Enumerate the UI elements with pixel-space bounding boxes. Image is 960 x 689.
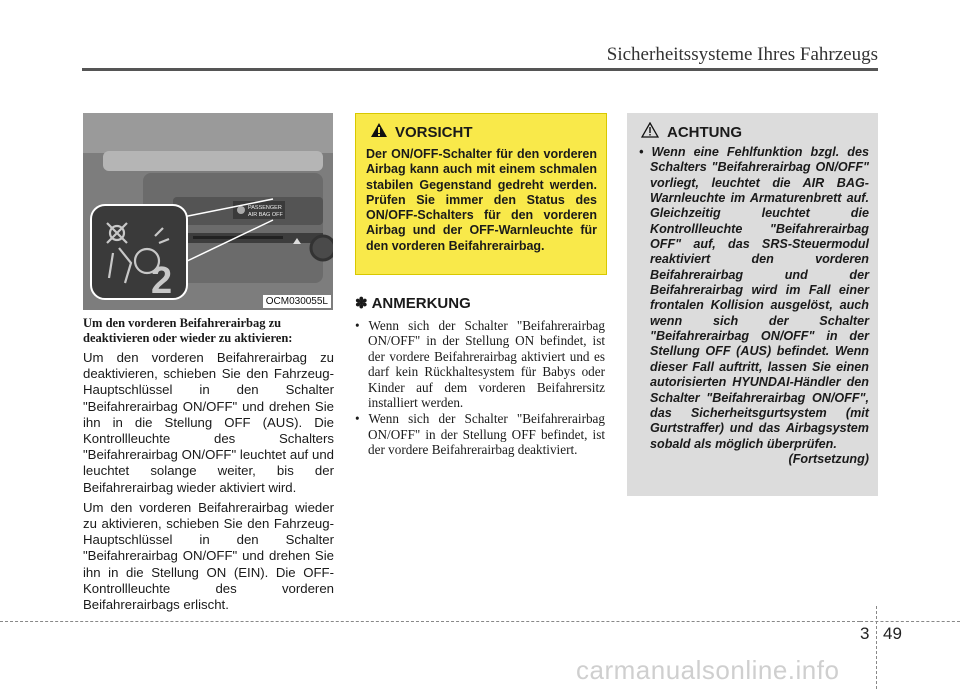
note-item: • Wenn sich der Schalter "Beifahrerairbag ON/OFF" in der Stellung OFF befindet, ist der vordere Beifahrerairbag deaktiviert.	[355, 411, 605, 458]
warning-box	[627, 113, 878, 496]
note-list	[355, 318, 605, 458]
footer-rule-right	[860, 621, 960, 622]
watermark: carmanualsonline.info	[576, 655, 840, 685]
caution-body: Der ON/OFF-Schalter für den vorderen Airbag kann auch mit einem schmalen stabilen Gegenstand gedreht werden. Prüfen Sie immer den Status des ON/OFF-Schalters für den vorderen Airbag und der OFF-Warnleuchte für den vorderen Beifahrerairbag.	[366, 147, 597, 253]
warning-title: ACHTUNG	[667, 124, 742, 141]
photo-label-passenger: PASSENGER	[248, 205, 282, 211]
paragraph-reactivate: Um den vorderen Beifahrerairbag wieder zu aktivieren, schieben Sie den Fahrzeug-Hauptschlüssel in den Schalter "Beifahrerairbag ON/OFF" und drehen Sie ihn in die Stellung ON (EIN). Die OFF-Kontrollleuchte des vorderen Beifahrerairbags erlischt.	[83, 499, 334, 613]
continued-note: (Fortsetzung)	[788, 451, 869, 466]
caption-line-1: Um den vorderen Beifahrerairbag zu	[83, 316, 282, 330]
note-item: • Wenn sich der Schalter "Beifahrerairbag ON/OFF" in der Stellung ON befindet, ist der vordere Beifahrerairbag aktiviert und es darf kein Rückhaltesystem für Babys oder Kinder auf dem vorderen Beifahrersitz installiert werden.	[355, 318, 605, 411]
warning-body: • Wenn eine Fehlfunktion bzgl. des Schalters "Beifahrerairbag ON/OFF" vorliegt, leuchtet die AIR BAG-Warnleuchte im Armaturenbrett auf. Gleichzeitig leuchtet die Kontrollleuchte "Beifahrerairbag OFF" auf, das SRS-Steuermodul reaktiviert den vorderen Beifahrerairbag und der Beifahrerairbag wird im Fall einer frontalen Kollision ausgelöst, auch wenn sich der Schalter "Beifahrerairbag ON/OFF" in der Stellung OFF (AUS) befindet. Wenn dieser Fall auftritt, lassen Sie einen autorisierten HYUNDAI-Händler den Schalter "Beifahrerairbag ON/OFF", das Sicherheitsgurtsystem (mit Gurtstraffer) und das Airbagsystem sobald als möglich überprüfen.	[639, 145, 869, 451]
caution-box	[355, 113, 607, 275]
section-caption	[83, 316, 334, 346]
warning-triangle-outline-icon	[641, 122, 659, 143]
dashboard-photo	[83, 113, 333, 310]
photo-code: OCM030055L	[263, 295, 331, 308]
caution-title: VORSICHT	[395, 124, 473, 141]
note-section	[355, 294, 605, 459]
header-rule	[82, 68, 878, 71]
caption-line-2: deaktivieren oder wieder zu aktivieren:	[83, 331, 293, 345]
page-number-separator	[876, 606, 877, 689]
page-header-title: Sicherheitssysteme Ihres Fahrzeugs	[606, 44, 878, 65]
indicator-number: 2	[151, 260, 173, 302]
chapter-number: 3	[860, 624, 870, 643]
note-header	[355, 294, 605, 312]
note-symbol-icon: ✽	[355, 295, 368, 312]
left-column	[83, 316, 334, 617]
footer-rule	[0, 621, 860, 622]
paragraph-deactivate: Um den vorderen Beifahrerairbag zu deaktivieren, schieben Sie den Fahrzeug-Hauptschlüssel in den Schalter "Beifahrerairbag ON/OFF" und drehen Sie ihn in die Stellung OFF (AUS). Die Kontrollleuchte des Schalters "Beifahrerairbag ON/OFF" leuchtet auf und leuchtet solange weiter, bis der Beifahrerairbag wieder aktiviert wird.	[83, 350, 334, 495]
photo-label-airbag-off: AIR BAG OFF	[248, 212, 283, 218]
note-title: ANMERKUNG	[371, 294, 471, 312]
warning-header	[641, 122, 869, 143]
page-number: 49	[883, 624, 902, 643]
warning-triangle-icon	[370, 122, 388, 143]
caution-header	[370, 122, 597, 143]
